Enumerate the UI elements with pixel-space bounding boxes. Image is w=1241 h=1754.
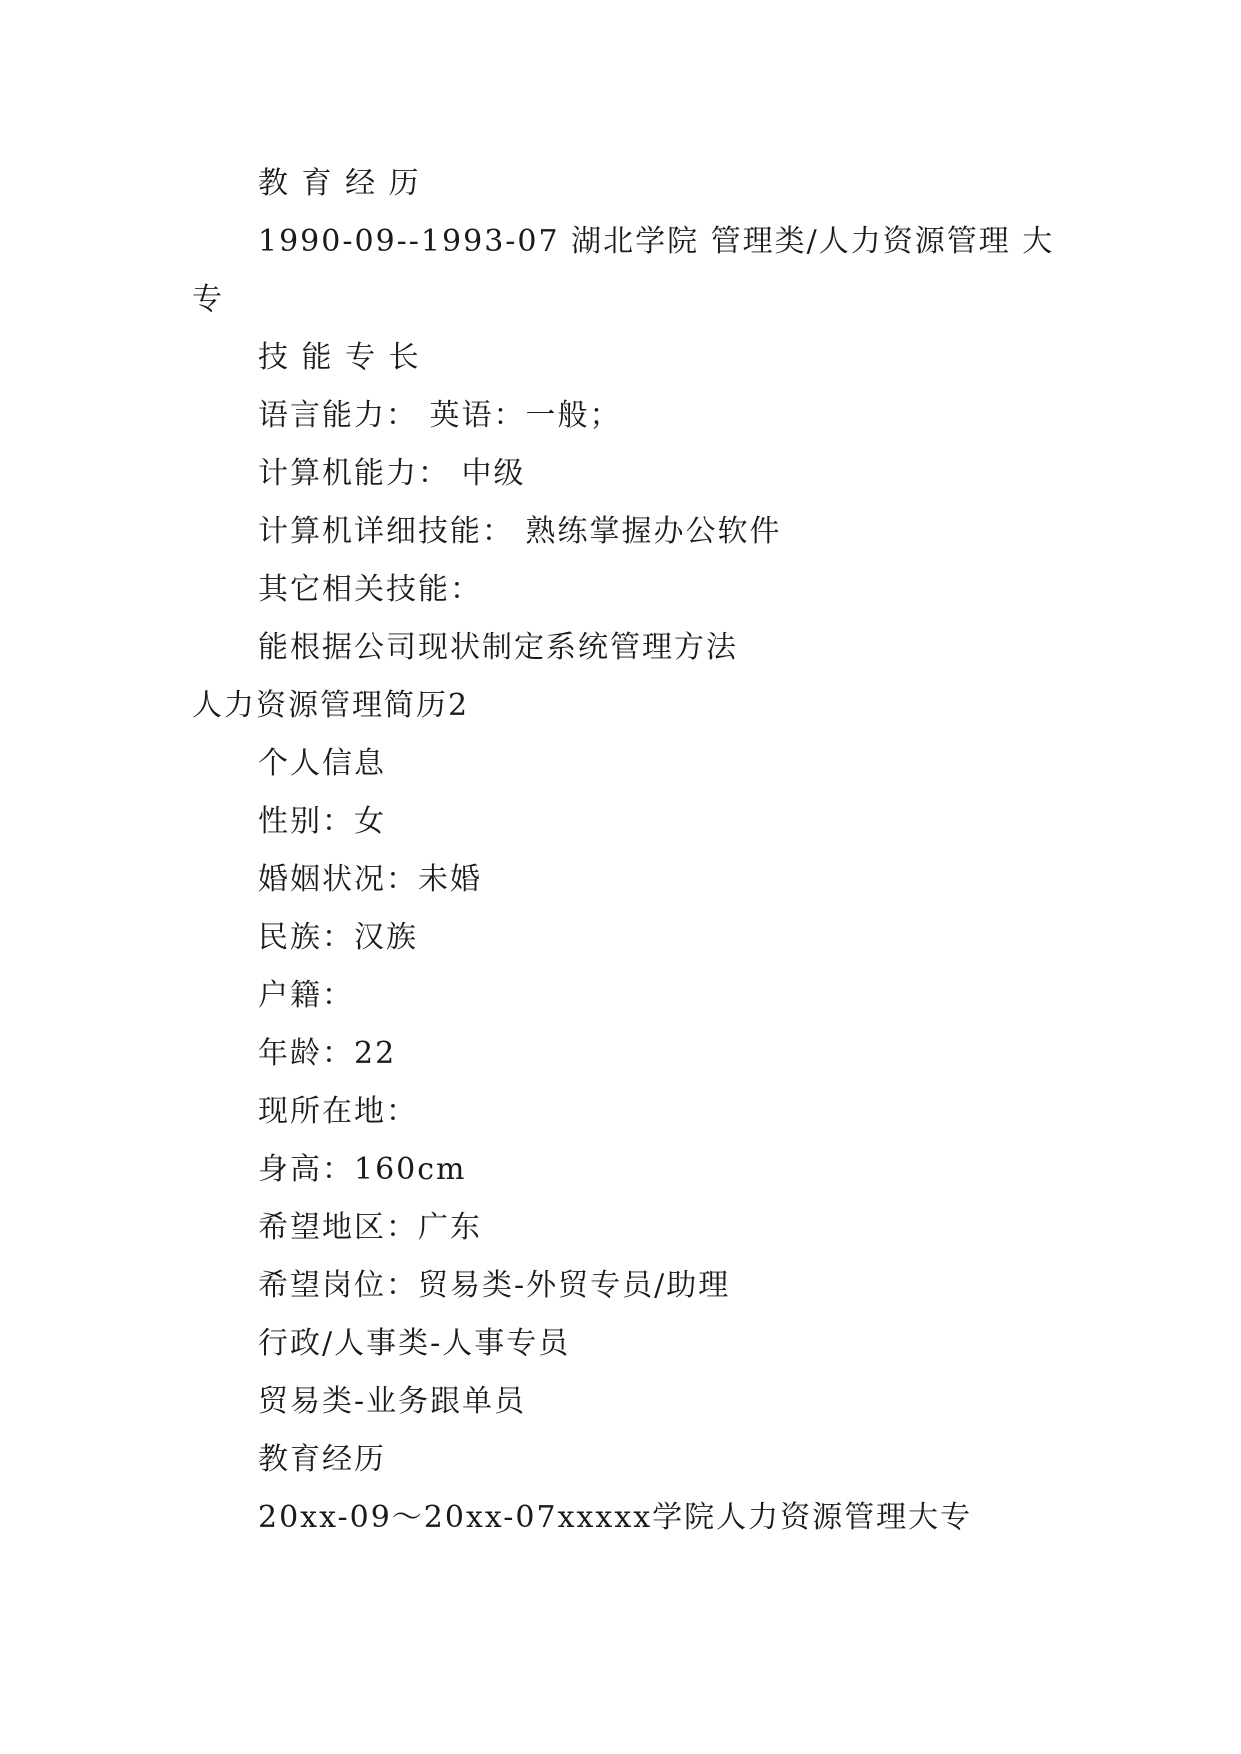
resume-title: 人力资源管理简历2: [192, 688, 470, 723]
education-heading: 教 育 经 历: [258, 166, 421, 201]
height: 身高：160cm: [258, 1152, 467, 1187]
hukou: 户籍：: [258, 978, 354, 1013]
current-location: 现所在地：: [258, 1094, 418, 1129]
computer-ability: 计算机能力： 中级: [258, 456, 526, 491]
desired-position: 希望岗位：贸易类-外贸专员/助理: [258, 1268, 731, 1303]
age: 年龄：22: [258, 1036, 397, 1071]
education-entry-line2: 专: [192, 282, 224, 317]
desired-region: 希望地区：广东: [258, 1210, 482, 1245]
gender: 性别：女: [258, 804, 386, 839]
personal-info-heading: 个人信息: [258, 746, 386, 781]
education-entry-2: 20xx-09～20xx-07xxxxx学院人力资源管理大专: [258, 1500, 973, 1535]
desired-position-3: 贸易类-业务跟单员: [258, 1384, 527, 1419]
education-heading-2: 教育经历: [258, 1442, 386, 1477]
other-skills-value: 能根据公司现状制定系统管理方法: [258, 630, 738, 665]
computer-detail: 计算机详细技能： 熟练掌握办公软件: [258, 514, 782, 549]
language-ability: 语言能力： 英语：一般；: [258, 398, 622, 433]
marital-status: 婚姻状况：未婚: [258, 862, 482, 897]
ethnicity: 民族：汉族: [258, 920, 418, 955]
other-skills-label: 其它相关技能：: [258, 572, 482, 607]
skills-heading: 技 能 专 长: [258, 340, 421, 375]
desired-position-2: 行政/人事类-人事专员: [258, 1326, 571, 1361]
education-entry-line1: 1990-09--1993-07 湖北学院 管理类/人力资源管理 大: [258, 224, 1055, 259]
